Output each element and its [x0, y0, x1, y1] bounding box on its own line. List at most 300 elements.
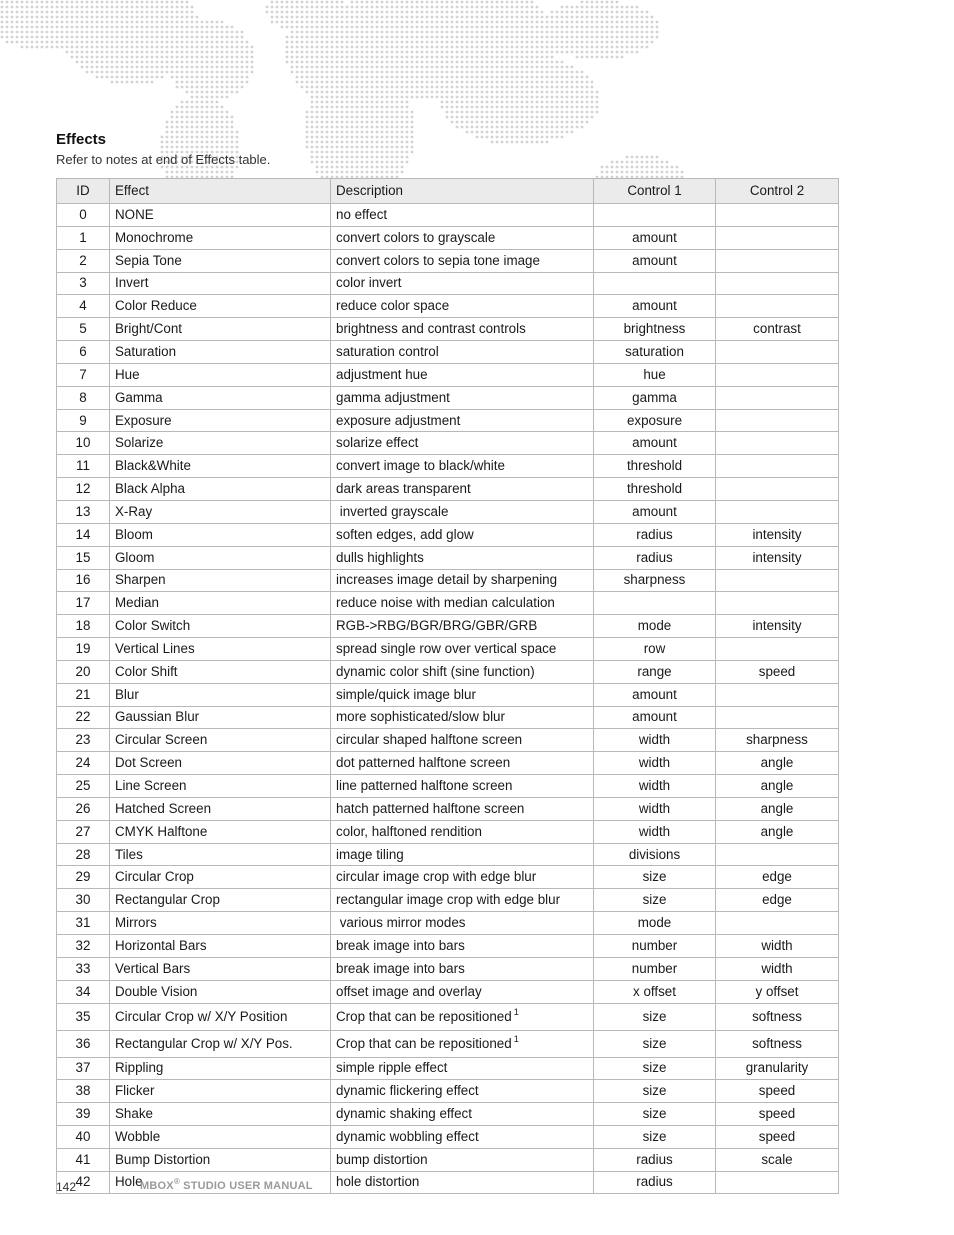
map-dot [571, 26, 574, 29]
cell-control-1 [594, 683, 716, 706]
cell-effect [110, 912, 331, 935]
map-dot [426, 1, 429, 4]
map-dot [11, 21, 14, 24]
map-dot [586, 11, 589, 14]
map-dot [541, 61, 544, 64]
map-dot [96, 31, 99, 34]
map-dot [606, 16, 609, 19]
map-dot [506, 111, 509, 114]
cell-effect [110, 1103, 331, 1126]
map-dot [566, 26, 569, 29]
map-dot [456, 11, 459, 14]
map-dot [326, 106, 329, 109]
map-dot [406, 106, 409, 109]
map-dot [431, 61, 434, 64]
map-dot [336, 86, 339, 89]
map-dot [436, 66, 439, 69]
map-dot [46, 21, 49, 24]
map-dot [621, 16, 624, 19]
map-dot [541, 81, 544, 84]
cell-control-2 [716, 615, 839, 638]
map-dot [536, 66, 539, 69]
map-dot [181, 126, 184, 129]
map-dot [486, 76, 489, 79]
map-dot [391, 131, 394, 134]
map-dot [331, 61, 334, 64]
map-dot [491, 6, 494, 9]
map-dot [176, 86, 179, 89]
cell-id [57, 226, 110, 249]
cell-control-1 [594, 386, 716, 409]
cell-description-text: hatch patterned halftone screen [336, 800, 525, 816]
map-dot [71, 11, 74, 14]
cell-control-1-text: width [638, 800, 671, 816]
cell-id [57, 295, 110, 318]
map-dot [341, 71, 344, 74]
map-dot [181, 106, 184, 109]
map-dot [206, 136, 209, 139]
map-dot [126, 21, 129, 24]
cell-id-text: 40 [75, 1128, 91, 1144]
map-dot [401, 116, 404, 119]
map-dot [486, 36, 489, 39]
map-dot [481, 6, 484, 9]
map-dot [196, 31, 199, 34]
map-dot [386, 156, 389, 159]
cell-effect-text: Gaussian Blur [115, 709, 200, 725]
map-dot [411, 76, 414, 79]
cell-control-2 [716, 1148, 839, 1171]
map-dot [6, 21, 9, 24]
map-dot [391, 91, 394, 94]
map-dot [221, 116, 224, 119]
map-dot [321, 31, 324, 34]
map-dot [571, 6, 574, 9]
map-dot [546, 26, 549, 29]
map-dot [311, 96, 314, 99]
map-dot [546, 106, 549, 109]
map-dot [436, 11, 439, 14]
map-dot [401, 151, 404, 154]
map-dot [641, 161, 644, 164]
map-dot [546, 136, 549, 139]
map-dot [126, 11, 129, 14]
map-dot [396, 36, 399, 39]
map-dot [366, 171, 369, 174]
map-dot [541, 16, 544, 19]
map-dot [556, 16, 559, 19]
cell-control-1-text: size [642, 1060, 667, 1076]
map-dot [341, 141, 344, 144]
map-dot [396, 141, 399, 144]
map-dot [511, 91, 514, 94]
map-dot [311, 141, 314, 144]
map-dot [26, 41, 29, 44]
map-dot [386, 141, 389, 144]
map-dot [111, 41, 114, 44]
map-dot [471, 41, 474, 44]
map-dot [606, 51, 609, 54]
map-dot [226, 26, 229, 29]
map-dot [591, 6, 594, 9]
map-dot [481, 116, 484, 119]
map-dot [521, 31, 524, 34]
map-dot [386, 16, 389, 19]
map-dot [231, 171, 234, 174]
map-dot [441, 61, 444, 64]
map-dot [426, 96, 429, 99]
map-dot [561, 11, 564, 14]
map-dot [611, 46, 614, 49]
map-dot [6, 41, 9, 44]
table-row [57, 523, 839, 546]
cell-description [331, 546, 594, 569]
map-dot [461, 11, 464, 14]
map-dot [286, 16, 289, 19]
map-dot [506, 71, 509, 74]
map-dot [381, 151, 384, 154]
map-dot [596, 106, 599, 109]
cell-effect [110, 455, 331, 478]
map-dot [456, 36, 459, 39]
map-dot [346, 61, 349, 64]
map-dot [296, 76, 299, 79]
map-dot [366, 76, 369, 79]
map-dot [516, 41, 519, 44]
map-dot [246, 41, 249, 44]
map-dot [321, 106, 324, 109]
map-dot [176, 11, 179, 14]
map-dot [466, 1, 469, 4]
map-dot [661, 161, 664, 164]
map-dot [651, 21, 654, 24]
map-dot [396, 156, 399, 159]
map-dot [211, 76, 214, 79]
map-dot [466, 36, 469, 39]
map-dot [551, 36, 554, 39]
map-dot [46, 36, 49, 39]
cell-effect-text: Saturation [115, 343, 177, 359]
map-dot [471, 36, 474, 39]
map-dot [396, 116, 399, 119]
map-dot [516, 76, 519, 79]
map-dot [421, 46, 424, 49]
map-dot [541, 136, 544, 139]
map-dot [206, 46, 209, 49]
map-dot [191, 136, 194, 139]
table-row [57, 843, 839, 866]
map-dot [446, 91, 449, 94]
map-dot [636, 171, 639, 174]
map-dot [416, 6, 419, 9]
cell-control-2 [716, 318, 839, 341]
map-dot [86, 21, 89, 24]
map-dot [641, 156, 644, 159]
map-dot [176, 6, 179, 9]
map-dot [46, 1, 49, 4]
map-dot [461, 26, 464, 29]
map-dot [626, 166, 629, 169]
map-dot [311, 26, 314, 29]
map-dot [541, 141, 544, 144]
cell-control-1 [594, 706, 716, 729]
map-dot [511, 66, 514, 69]
cell-control-2 [716, 912, 839, 935]
cell-control-1-text: width [638, 732, 671, 748]
map-dot [26, 1, 29, 4]
map-dot [431, 6, 434, 9]
map-dot [626, 26, 629, 29]
map-dot [346, 146, 349, 149]
map-dot [71, 6, 74, 9]
map-dot [211, 171, 214, 174]
map-dot [106, 26, 109, 29]
map-dot [376, 76, 379, 79]
map-dot [356, 166, 359, 169]
map-dot [376, 141, 379, 144]
map-dot [536, 81, 539, 84]
map-dot [526, 46, 529, 49]
map-dot [336, 66, 339, 69]
map-dot [146, 11, 149, 14]
map-dot [466, 101, 469, 104]
map-dot [471, 96, 474, 99]
map-dot [541, 101, 544, 104]
table-row [57, 706, 839, 729]
map-dot [451, 66, 454, 69]
map-dot [571, 111, 574, 114]
map-dot [331, 26, 334, 29]
map-dot [331, 66, 334, 69]
map-dot [116, 1, 119, 4]
map-dot [196, 96, 199, 99]
map-dot [636, 6, 639, 9]
map-dot [216, 146, 219, 149]
map-dot [421, 1, 424, 4]
cell-effect [110, 706, 331, 729]
map-dot [281, 1, 284, 4]
map-dot [301, 26, 304, 29]
map-dot [236, 66, 239, 69]
map-dot [311, 116, 314, 119]
map-dot [6, 26, 9, 29]
cell-control-1-text: radius [636, 1174, 673, 1190]
map-dot [41, 11, 44, 14]
map-dot [576, 46, 579, 49]
map-dot [316, 66, 319, 69]
map-dot [161, 31, 164, 34]
map-dot [326, 71, 329, 74]
map-dot [366, 141, 369, 144]
table-row [57, 546, 839, 569]
map-dot [221, 76, 224, 79]
map-dot [26, 6, 29, 9]
map-dot [301, 46, 304, 49]
map-dot [206, 41, 209, 44]
map-dot [11, 1, 14, 4]
map-dot [321, 121, 324, 124]
map-dot [391, 21, 394, 24]
cell-description-text: convert colors to sepia tone image [336, 252, 540, 268]
map-dot [211, 41, 214, 44]
cell-id-text: 37 [75, 1060, 91, 1076]
map-dot [496, 36, 499, 39]
map-dot [366, 56, 369, 59]
map-dot [346, 56, 349, 59]
map-dot [556, 71, 559, 74]
cell-id [57, 1148, 110, 1171]
map-dot [151, 26, 154, 29]
map-dot [411, 31, 414, 34]
map-dot [101, 16, 104, 19]
map-dot [506, 36, 509, 39]
map-dot [56, 16, 59, 19]
map-dot [231, 116, 234, 119]
map-dot [606, 56, 609, 59]
map-dot [511, 76, 514, 79]
map-dot [181, 171, 184, 174]
map-dot [96, 56, 99, 59]
map-dot [671, 166, 674, 169]
map-dot [361, 61, 364, 64]
map-dot [336, 16, 339, 19]
map-dot [336, 91, 339, 94]
map-dot [306, 26, 309, 29]
map-dot [621, 26, 624, 29]
map-dot [451, 26, 454, 29]
map-dot [606, 41, 609, 44]
map-dot [406, 156, 409, 159]
map-dot [241, 46, 244, 49]
map-dot [331, 156, 334, 159]
map-dot [126, 46, 129, 49]
map-dot [56, 36, 59, 39]
map-dot [211, 71, 214, 74]
map-dot [341, 91, 344, 94]
map-dot [376, 26, 379, 29]
map-dot [531, 136, 534, 139]
map-dot [451, 71, 454, 74]
map-dot [446, 56, 449, 59]
map-dot [486, 21, 489, 24]
map-dot [366, 151, 369, 154]
map-dot [216, 126, 219, 129]
map-dot [206, 146, 209, 149]
map-dot [571, 86, 574, 89]
map-dot [1, 16, 4, 19]
map-dot [656, 26, 659, 29]
map-dot [236, 136, 239, 139]
map-dot [626, 41, 629, 44]
map-dot [481, 66, 484, 69]
map-dot [296, 46, 299, 49]
map-dot [486, 91, 489, 94]
map-dot [356, 41, 359, 44]
map-dot [551, 66, 554, 69]
map-dot [21, 41, 24, 44]
map-dot [196, 56, 199, 59]
map-dot [186, 171, 189, 174]
cell-control-1 [594, 1148, 716, 1171]
map-dot [156, 6, 159, 9]
map-dot [101, 36, 104, 39]
map-dot [411, 51, 414, 54]
map-dot [16, 31, 19, 34]
map-dot [386, 81, 389, 84]
map-dot [141, 66, 144, 69]
map-dot [546, 56, 549, 59]
map-dot [151, 51, 154, 54]
map-dot [506, 141, 509, 144]
map-dot [551, 56, 554, 59]
map-dot [561, 66, 564, 69]
map-dot [541, 41, 544, 44]
map-dot [461, 126, 464, 129]
map-dot [611, 171, 614, 174]
map-dot [341, 116, 344, 119]
map-dot [521, 81, 524, 84]
map-dot [191, 76, 194, 79]
map-dot [181, 46, 184, 49]
map-dot [421, 21, 424, 24]
map-dot [26, 31, 29, 34]
cell-effect [110, 683, 331, 706]
cell-description-text: offset image and overlay [336, 983, 482, 999]
cell-effect-text: Circular Crop [115, 869, 194, 885]
map-dot [366, 61, 369, 64]
map-dot [196, 61, 199, 64]
map-dot [231, 56, 234, 59]
cell-control-2 [716, 386, 839, 409]
map-dot [546, 101, 549, 104]
cell-effect-text: Wobble [115, 1128, 161, 1144]
map-dot [411, 136, 414, 139]
map-dot [166, 141, 169, 144]
map-dot [321, 166, 324, 169]
cell-description [331, 912, 594, 935]
map-dot [646, 11, 649, 14]
map-dot [186, 81, 189, 84]
map-dot [446, 81, 449, 84]
map-dot [446, 116, 449, 119]
map-dot [141, 41, 144, 44]
map-dot [601, 36, 604, 39]
map-dot [316, 31, 319, 34]
map-dot [491, 106, 494, 109]
cell-description-text: simple/quick image blur [336, 686, 476, 702]
map-dot [511, 21, 514, 24]
map-dot [31, 36, 34, 39]
map-dot [641, 21, 644, 24]
map-dot [291, 41, 294, 44]
map-dot [501, 31, 504, 34]
map-dot [536, 86, 539, 89]
map-dot [246, 76, 249, 79]
map-dot [331, 46, 334, 49]
map-dot [581, 11, 584, 14]
map-dot [181, 66, 184, 69]
map-dot [156, 21, 159, 24]
cell-control-1-text: amount [632, 503, 677, 519]
map-dot [521, 121, 524, 124]
map-dot [336, 151, 339, 154]
table-row [57, 1148, 839, 1171]
map-dot [196, 16, 199, 19]
map-dot [516, 21, 519, 24]
map-dot [521, 21, 524, 24]
map-dot [311, 1, 314, 4]
map-dot [471, 126, 474, 129]
